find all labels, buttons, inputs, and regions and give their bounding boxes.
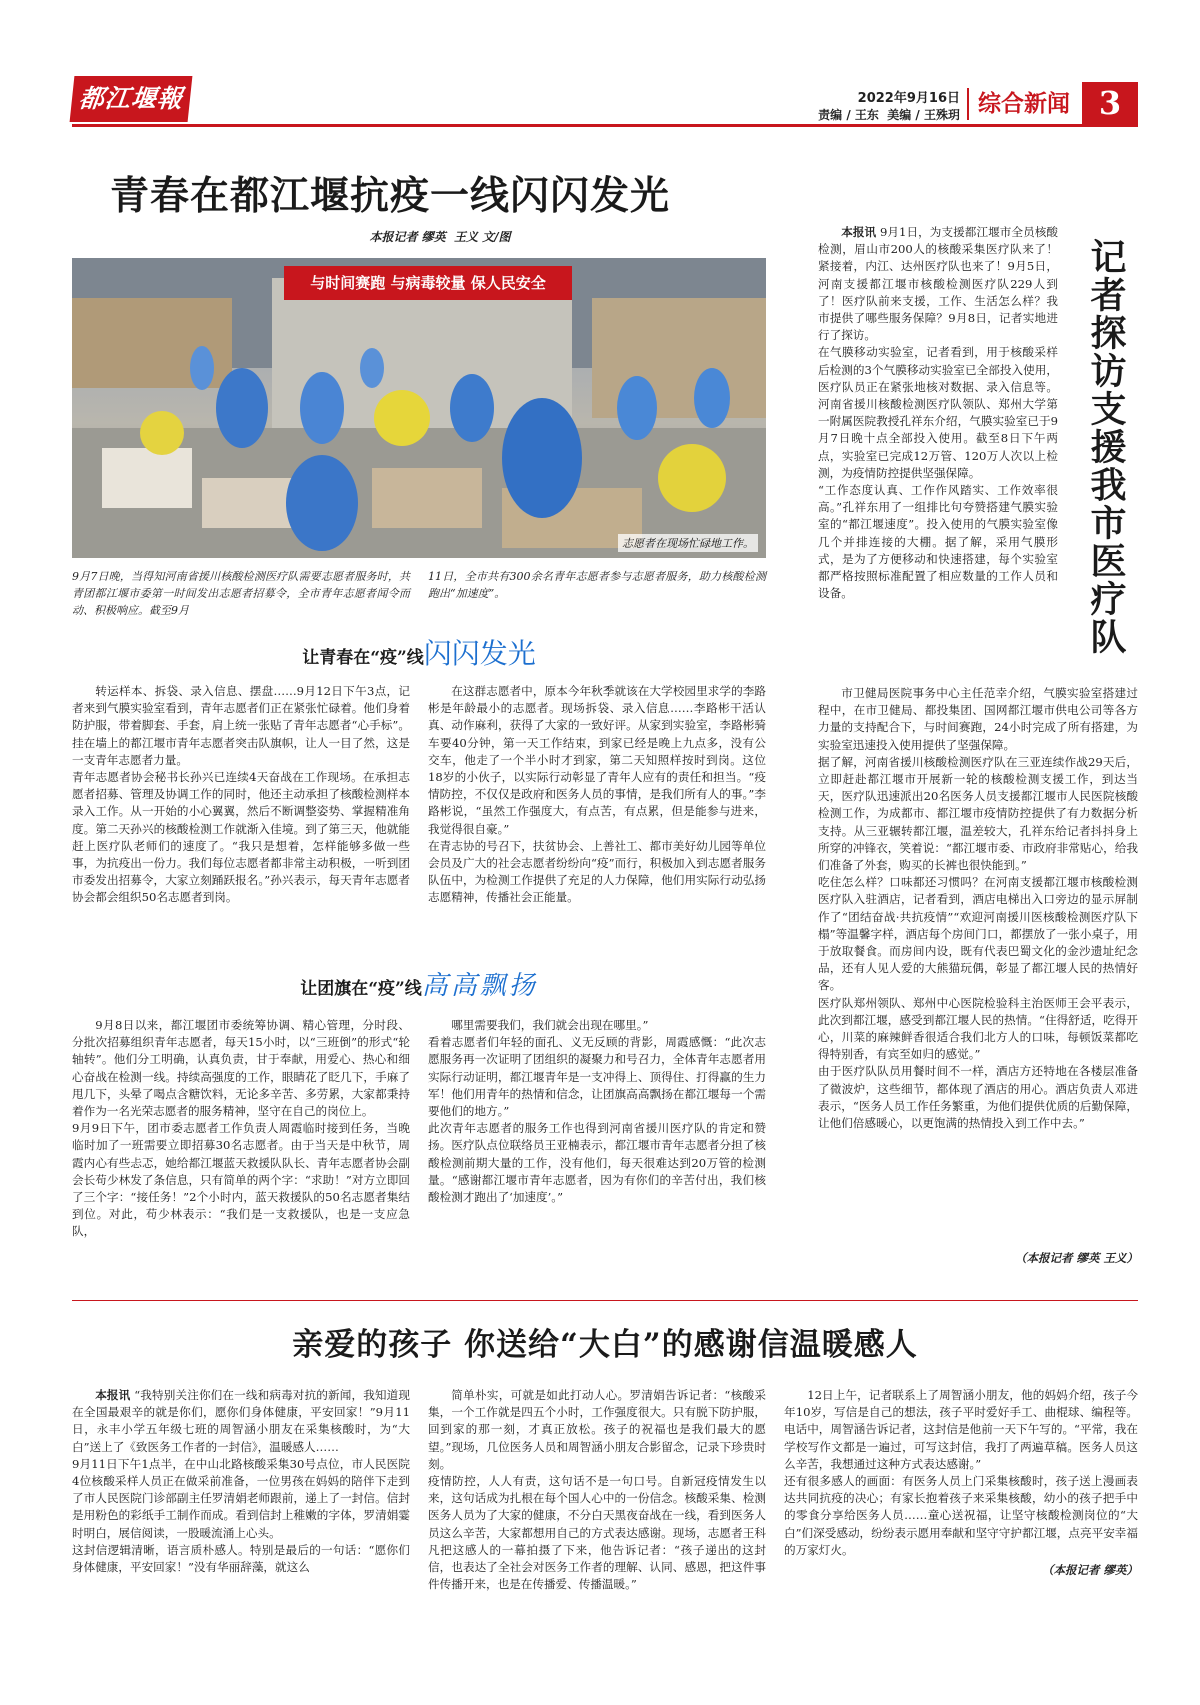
photo-scene — [72, 258, 766, 558]
photo-banner-text: 与时间赛跑 与病毒较量 保人民安全 — [310, 274, 546, 292]
section-divider — [72, 1300, 1138, 1301]
article3-col1 — [72, 1387, 410, 1576]
article1-subhead1 — [72, 636, 766, 676]
section-name: 综合新闻 — [978, 90, 1070, 117]
section1-right-text: 在这群志愿者中，原本今年秋季就该在大学校园里求学的李路彬是年龄最小的志愿者。现场拆袋、录入信息……李路彬干活认真、动作麻利，获得了大家的一致好评。从家到实验室，李路彬骑车要40分钟，第一天工作结束，到家已经是晚上九点多，没有公交车，他走了一个半小时才到家，第二天知照样按时到岗。这位18岁的小伙子，以实际行动彰显了青年人应有的责任和担当。“疫情防控，不仅仅是政府和医务人员的事情，是我们所有人的事。”李路彬说，“虽然工作强度大，有点苦，有点累，但是能参与进来，我觉得很自豪。” 在青志协的号召下，扶贫协会、上善社工、都市美好幼儿园等单位会员及广大的社会志愿者纷纷向“疫”而行，积极加入到志愿者服务队伍中，为检测工作提供了充足的人力保障，他们用实际行动弘扬志愿精神，传播社会正能量。 — [428, 684, 766, 905]
section2-left-text: 9月8日以来，都江堰团市委统筹协调、精心管理，分时段、分批次招募组织青年志愿者，每天15小时，以“三班倒”的形式“轮轴转”。他们分工明确，认真负责，甘于奉献，用爱心、热心和细心奋战在检测一线。持续高强度的工作，眼睛花了眨几下，手麻了甩几下，头晕了喝点含糖饮料，无论多辛苦、多劳累，大家都秉持着作为一名光荣志愿者的服务精神，坚守在自己的岗位上。 9月9日下午，团市委志愿者工作负责人周霞临时接到任务，当晚临时加了一班需要立即招募30名志愿者。由于当天是中秋节，周霞内心有些忐忑，她给都江堰蓝天救援队队长、青年志愿者协会副会长苟少林发了条信息，只有简单的两个字：“求助！”对方立即回了三个字：“接任务！”2个小时内，蓝天救援队的50名志愿者集结到位。对此，苟少林表示：“我们是一支救援队，也是一支应急队， — [72, 1018, 410, 1239]
section1-left-text: 转运样本、拆袋、录入信息、摆盘……9月12日下午3点，记者来到气膜实验室看到，青年志愿者们正在紧张忙碌着。他们身着防护服，带着脚套、手套，肩上统一张贴了青年志愿者“心手标”。挂在墙上的都江堰市青年志愿者突击队旗帜，让人一目了然，这是一支青年志愿者力量。 青年志愿者协会秘书长孙兴已连续4天奋战在工作现场。在承担志愿者招募、管理及协调工作的同时，他还主动承担了核酸检测样本录入工作。从一开始的小心翼翼，然后不断调整姿势、掌握精准角度。第二天孙兴的核酸检测工作就渐入佳境。到了第三天，他就能赶上医疗队老师们的速度了。“我只是想着，怎样能够多做一些事，为抗疫出一份力。我们每位志愿者都非常主动积极，一听到团市委发出招募令，大家立刻踊跃报名。”孙兴表示，每天青年志愿者协会都会组织50名志愿者到岗。 — [72, 684, 410, 905]
article2-body-bottom: 市卫健局医院事务中心主任范幸介绍，气膜实验室搭建过程中，在市卫健局、都投集团、国网都江堰市供电公司等各方力量的支持配合下，与时间赛跑，24小时完成了所有搭建，为实验室迅速投入使用提供了坚强保障。 据了解，河南省援川核酸检测医疗队在三亚连续作战29天后，立即赶赴都江堰市开展新一轮的核酸检测支援工作，到达当天，医疗队迅速派出20名医务人员支援都江堰市人民医院核酸检测工作，为成都市、都江堰市疫情防控提供了有力数据分析支持。从三亚辗转都江堰，温差较大，孔祥东给记者抖抖身上所穿的冲锋衣，笑着说：“都江堰市委、市政府非常贴心，给我们准备了外套，购买的长裤也很快能到。” 吃住怎么样？口味都还习惯吗？在河南支援都江堰市核酸检测医疗队入驻酒店，记者看到，酒店电梯出入口旁边的显示屏制作了“团结奋战·共抗疫情”“欢迎河南援川医核酸检测医疗队下榻”等温馨字样，酒店每个房间门口，都摆放了一张小桌子，用于放取餐食。而房间内设，既有代表巴蜀文化的金沙遗址纪念品，还有人见人爱的大熊猫玩偶，彰显了都江堰人民的热情好客。 医疗队郑州领队、郑州中心医院检验科主治医师王会平表示，此次到都江堰，感受到都江堰人民的热情。“住得舒适，吃得开心，川菜的麻辣鲜香很适合我们北方人的口味，每顿饭菜都吃得特别香，有宾至如归的感觉。” 由于医疗队队员用餐时间不一样，酒店方还特地在各楼层准备了微波炉，这些细节，都体现了酒店的用心。酒店负责人邓进表示，“医务人员工作任务繁重，为他们提供优质的后勤保障，让他们倍感暖心，以更饱满的热情投入到工作中去。” — [818, 686, 1138, 1131]
section2-right-text: 哪里需要我们，我们就会出现在哪里。” 看着志愿者们年轻的面孔、义无反顾的背影，周霞感慨：“此次志愿服务再一次证明了团组织的凝聚力和号召力，全体青年志愿者用实际行动证明，都江堰青年是一支冲得上、顶得住、打得赢的生力军！他们用青年的热情和信念，让团旗高高飘扬在都江堰每一个需要他们的地方。” 此次青年志愿者的服务工作也得到河南省援川医疗队的肯定和赞扬。医疗队点位联络员王亚楠表示，都江堰市青年志愿者分担了核酸检测前期大量的工作，没有他们，每天很难达到20万管的检测量。“感谢都江堰市青年志愿者，因为有你们的辛苦付出，我们核酸检测才跑出了‘加速度’。” — [428, 1018, 766, 1205]
article3-col2: 简单朴实，可就是如此打动人心。罗清娟告诉记者：“核酸采集，一个工作就是四五个小时，工作强度很大。只有脱下防护服，回到家的那一刻，才真正放松。孩子的祝福也是我们最大的愿望。”现场，几位医务人员和周智涵小朋友合影留念，记录下珍贵时刻。 疫情防控，人人有责，这句话不是一句口号。自新冠疫情发生以来，这句话成为扎根在每个国人心中的一份信念。核酸采集、检测医务人员为了大家的健康，不分白天黑夜奋战在一线，看到医务人员这么辛苦，大家都想用自己的方式表达感谢。现场，志愿者王科凡把这感人的一幕拍摄了下来，他告诉记者：“孩子递出的这封信，也表达了全社会对医务工作者的理解、认同、感恩，把这件事件传播开来，也是在传播爱、传播温暖。” — [428, 1388, 766, 1592]
article2-vertical-title: 记者探访支援我市医疗队 — [1085, 238, 1127, 656]
subhead1-blue: 闪闪发光 — [423, 637, 536, 670]
article3-col1-text: “我特别关注你们在一线和病毒对抗的新闻，我知道现在全国最艰辛的就是你们，愿你们身体健康，平安回家！”9月11日，永丰小学五年级七班的周智涵小朋友在采集核酸时，为“大白”送上了《致医务工作者的一封信》，温暖感人…… 9月11日下午1点半，在中山北路核酸采集30号点位，市人民医院4位核酸采样人员正在做采前准备，一位男孩在妈妈的陪伴下走到了市人民医院门诊部副主任罗清娟老师跟前，递上了一封信。信封是用粉色的彩纸手工制作而成。看到信封上稚嫩的字体，罗清娟霎时明白，展信阅读，一股暖流涌上心头。 这封信逻辑清晰，语言质朴感人。特别是最后的一句话：“愿你们身体健康，平安回家！”没有华丽辞藻，就这么 — [72, 1388, 410, 1575]
subhead2-black: 让团旗在“疫”线 — [300, 979, 422, 999]
logo-text: 都江堰報 — [77, 84, 185, 113]
article3-title: 亲爱的孩子 你送给“大白”的感谢信温暖感人 — [292, 1327, 918, 1363]
photo-banner — [284, 266, 572, 300]
article3-credit: （本报记者 缪英） — [1041, 1563, 1138, 1577]
editor-credit: 责编 / 王东 美编 / 王殊玥 — [818, 108, 960, 122]
article3-col3: 12日上午，记者联系上了周智涵小朋友，他的妈妈介绍，孩子今年10岁，写信是自己的想法，孩子平时爱好手工、曲棍球、编程等。电话中，周智涵告诉记者，这封信是他前一天下午写的。“平常，我在学校写作文都是一遍过，可写这封信，我打了两遍草稿。医务人员这么辛苦，我想通过这种方式表达感谢。” 还有很多感人的画面：有医务人员上门采集核酸时，孩子送上漫画表达共同抗疫的决心；有家长抱着孩子来采集核酸，幼小的孩子把手中的零食分享给医务人员……童心送祝福，让坚守核酸检测岗位的“大白”们深受感动，纷纷表示愿用奉献和坚守守护都江堰，点亮平安幸福的万家灯火。 — [784, 1388, 1138, 1557]
masthead-logo — [70, 76, 193, 122]
photo-caption: 志愿者在现场忙碌地工作。 — [618, 534, 758, 552]
issue-date: 2022年9月16日 — [857, 91, 960, 106]
subhead1-black: 让青春在“疫”线 — [302, 648, 424, 668]
page-number-badge — [1082, 82, 1138, 124]
article1-byline: 本报记者 缪英 王义 文/图 — [369, 230, 511, 244]
article2-credit: （本报记者 缪英 王义） — [1014, 1251, 1138, 1265]
article2-lead: 本报讯 — [841, 225, 877, 239]
article1-subhead2 — [72, 968, 766, 1007]
article1-lead-right: 11日，全市共有300余名青年志愿者参与志愿者服务，助力核酸检测跑出“加速度”。 — [428, 570, 766, 600]
article2-body-top: 9月1日，为支援都江堰市全员核酸检测，眉山市200人的核酸采集医疗队来了！紧接着，内江、达州医疗队也来了！9月5日，河南支援都江堰市核酸检测医疗队229人到了！医疗队前来支援，工作、生活怎么样？我市提供了哪些服务保障？9月8日，记者实地进行了探访。 在气膜移动实验室，记者看到，用于核酸采样后检测的3个气膜移动实验室已全部投入使用，医疗队员正在紧张地核对数据、录入信息等。河南省援川核酸检测医疗队领队、郑州大学第一附属医院教授孔祥东介绍，气膜实验室已于9月7日晚十点全部投入使用。截至8日下午两点，实验室已完成12万管、120万人次以上检测，为疫情防控提供坚强保障。 “工作态度认真、工作作风踏实、工作效率很高。”孔祥东用了一组排比句夸赞搭建气膜实验室的“都江堰速度”。投入使用的气膜实验室像几个并排连接的大棚。据了解，采用气膜形式，是为了方便移动和快速搭建，每个实验室都严格按照标准配置了相应数量的工作人员和设备。 — [818, 225, 1058, 601]
masthead-divider — [967, 88, 969, 120]
article1-title: 青春在都江堰抗疫一线闪闪发光 — [110, 173, 671, 219]
subhead2-blue: 高高飘扬 — [421, 971, 538, 1001]
masthead-rule — [72, 124, 1138, 127]
page-number: 3 — [1098, 84, 1122, 122]
article3-lead: 本报讯 — [95, 1388, 131, 1402]
article1-photo — [72, 258, 766, 558]
article1-lead-left: 9月7日晚，当得知河南省援川核酸检测医疗队需要志愿者服务时，共青团都江堰市委第一时间发出志愿者招募令，全市青年志愿者闻令而动、积极响应。截至9月 — [72, 570, 410, 617]
article2-text-top — [818, 224, 1058, 602]
